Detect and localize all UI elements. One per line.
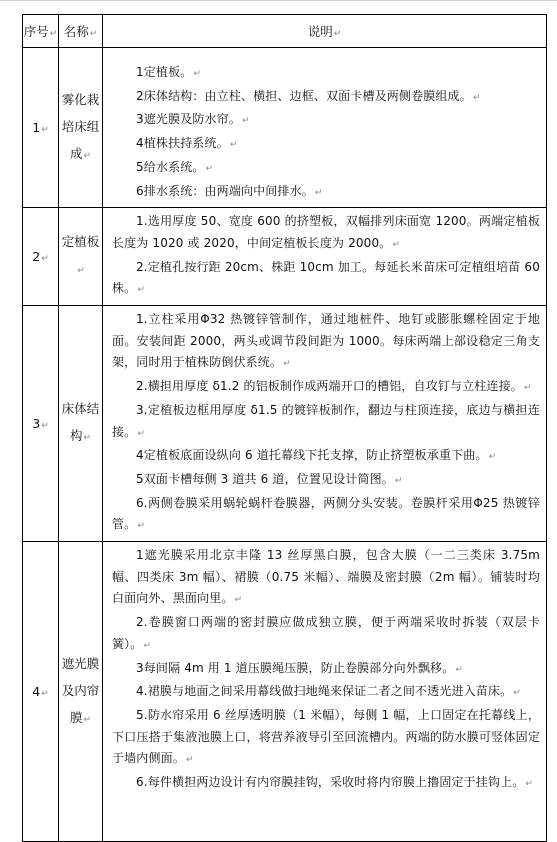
- list-item: 1定植板。↵: [136, 65, 202, 79]
- list-item: 3.定植板边框用厚度 δ1.5 的镀锌板制作，翻边与柱顶连接，底边与横担连接。↵: [112, 402, 540, 439]
- list-item: 6排水系统：由两端向中间排水。↵: [136, 183, 323, 198]
- list-item: 6.两侧卷膜采用蜗轮蜗杆卷膜器，两侧分头安装。卷膜杆采用Φ25 热镀锌管。↵: [112, 495, 540, 532]
- list-item: 4定植板底面设纵向 6 道托幕线下托支撑，防止挤塑板承重下曲。↵: [136, 448, 497, 463]
- table-row: [23, 48, 547, 208]
- header-row: [23, 15, 547, 48]
- row-description: [103, 542, 547, 842]
- row-number: 2↵: [23, 208, 59, 306]
- header-no: 序号↵: [23, 15, 59, 48]
- list-item: 1.立柱采用Φ32 热镀锌管制作，通过地桩件、地钉或膨胀螺栓固定于地面。安装间距 2000，两头或调节段间距为 1000。每床两端上部设稳定三角支架，同时用于植株防倒伏系统。↵: [112, 312, 540, 370]
- list-item: 4.裙膜与地面之间采用幕线做扫地绳来保证二者之间不透光进入苗床。↵: [136, 684, 521, 699]
- list-item: 6.每件横担两边设计有内帘膜挂钩，采收时将内帘膜上撸固定于挂钩上。↵: [136, 775, 534, 790]
- list-item: 2.定植孔按行距 20cm、株距 10cm 加工。每延长米苗床可定植组培苗 60 株。↵: [112, 259, 540, 296]
- row-name: 定植板↵: [59, 208, 103, 306]
- spec-table: [22, 14, 547, 842]
- row-name: 遮光膜及内帘膜↵: [59, 542, 103, 842]
- list-item: 1遮光膜采用北京丰隆 13 丝厚黑白膜，包含大膜（一二三类床 3.75m 幅、四类床 3m 幅）、裙膜（0.75 米幅）、端膜及密封膜（2m 幅）。铺装时均白面向外、黑面向里。↵: [112, 548, 540, 606]
- list-item: 4植株扶持系统。↵: [136, 136, 238, 151]
- row-number: 1↵: [23, 48, 59, 208]
- row-number: 4↵: [23, 542, 59, 842]
- row-description: [103, 306, 547, 542]
- list-item: 3遮光膜及防水帘。↵: [136, 112, 250, 127]
- list-item: 5双面卡槽每侧 3 道共 6 道，位置见设计简图。↵: [136, 471, 403, 486]
- header-name: 名称↵: [59, 15, 103, 48]
- list-item: 5给水系统。↵: [136, 159, 214, 174]
- header-desc: 说明↵: [103, 15, 547, 48]
- list-item: 3每间隔 4m 用 1 道压膜绳压膜，防止卷膜部分向外飘移。↵: [136, 660, 464, 675]
- row-name: 床体结构↵: [59, 306, 103, 542]
- top-rule: [0, 0, 557, 1]
- list-item: 2床体结构：由立柱、横担、边框、双面卡槽及两侧卷膜组成。↵: [136, 88, 481, 103]
- row-description: [103, 208, 547, 306]
- list-item: 2.卷膜窗口两端的密封膜应做成独立膜，便于两端采收时拆装（双层卡簧）。↵: [112, 615, 540, 651]
- table-row: [23, 208, 547, 306]
- row-description: [103, 48, 547, 208]
- row-number: 3↵: [23, 306, 59, 542]
- list-item: 1.选用厚度 50、宽度 600 的挤塑板，双幅排列床面宽 1200。两端定植板长度为 1020 或 2020，中间定植板长度为 2000。↵: [112, 214, 540, 250]
- list-item: 2.横担用厚度 δ1.2 的铝板制作成两端开口的槽铝，自攻钉与立柱连接。↵: [136, 379, 532, 394]
- list-item: 5.防水帘采用 6 丝厚透明膜（1 米幅），每侧 1 幅，上口固定在托幕线上，下口压搭于集液池膜上口，将营养液导引至回流槽内。两端的防水膜可竖体固定于墙内侧面。↵: [112, 707, 540, 766]
- table-row: [23, 306, 547, 542]
- table-row: [23, 542, 547, 842]
- row-name: 雾化栽培床组成↵: [59, 48, 103, 208]
